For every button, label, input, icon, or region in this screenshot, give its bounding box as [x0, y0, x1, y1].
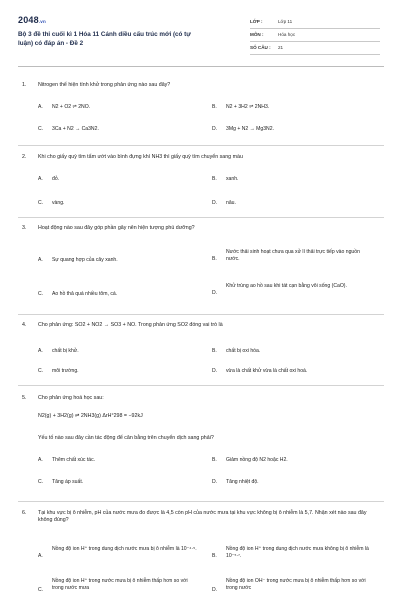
meta-row-count: [250, 42, 380, 55]
meta-value: Hóa học: [278, 31, 296, 37]
option-label: D.: [212, 587, 218, 593]
option-text: nâu.: [226, 200, 236, 206]
meta-key: MÔN :: [250, 31, 264, 37]
option-text: Nước thải sinh hoạt chưa qua xử lí thải trực tiếp vào nguồn nước.: [226, 249, 360, 262]
option-label: B.: [212, 348, 217, 354]
question-text: Khi cho giấy quỳ tím tẩm ướt vào bình đựng khí NH3 thì giấy quỳ tím chuyển sang màu: [38, 154, 243, 160]
option-label: B.: [212, 256, 217, 262]
question-number: 1.: [22, 82, 27, 88]
option-label: A.: [38, 104, 43, 110]
option-label: A.: [38, 176, 43, 182]
question-divider: [18, 145, 384, 146]
option-text: chất bị khử.: [52, 348, 79, 354]
option-text: 3Mg + N2 → Mg3N2.: [226, 126, 274, 132]
option-label: A.: [38, 257, 43, 263]
option-text: Tăng nhiệt độ.: [226, 479, 259, 485]
question-text: Cho phản ứng: SO2 + NO2 → SO3 + NO. Trong phản ứng SO2 đóng vai trò là: [38, 322, 223, 328]
option-text: Nồng độ ion H⁺ trong nước mưa bị ô nhiễm thấp hơn so với trong nước mưa: [52, 578, 188, 591]
question-text: Hoạt động nào sau đây góp phần gây nên hiện tượng phú dưỡng?: [38, 225, 195, 231]
option-label: C.: [38, 479, 44, 485]
document-header: [18, 8, 384, 60]
option-text: Tăng áp suất.: [52, 479, 84, 485]
option-label: C.: [38, 126, 44, 132]
option-text: vừa là chất khử vừa là chất oxi hoá.: [226, 368, 308, 374]
meta-value: Lớp 11: [278, 18, 293, 24]
option-text: N2 + 3H2 ⇌ 2NH3.: [226, 104, 270, 110]
question-5: [18, 395, 384, 500]
question-number: 4.: [22, 322, 27, 328]
question-4: [18, 322, 384, 382]
question-text: Tại khu vực bị ô nhiễm, pH của nước mưa đo được là 4,5 còn pH của nước mưa tại khu vực không bị ô nhiễm là 5,7. Nhận xét nào sau đây không đúng?: [38, 510, 367, 524]
question-text-2: Yếu tố nào sau đây cần tác động để cân bằng trên chuyển dịch sang phải?: [38, 435, 214, 441]
option-label: A.: [38, 553, 43, 559]
meta-row-class: [250, 16, 380, 29]
site-logo[interactable]: [18, 14, 46, 26]
document-title: [18, 30, 218, 48]
question-number: 2.: [22, 154, 27, 160]
option-label: A.: [38, 457, 43, 463]
option-label: C.: [38, 291, 44, 297]
meta-table: [250, 16, 380, 55]
option-label: B.: [212, 553, 217, 559]
question-divider: [18, 501, 384, 502]
meta-value: 21: [278, 44, 284, 50]
meta-row-subject: [250, 29, 380, 42]
option-label: D.: [212, 290, 218, 296]
meta-key: SỐ CÂU :: [250, 44, 271, 50]
header-divider: [18, 66, 384, 67]
option-text: Nồng độ ion H⁺ trong dung dịch nước mưa không bị ô nhiễm là 10⁻⁵·⁷.: [226, 546, 369, 559]
option-text: xanh.: [226, 176, 239, 182]
logo-main: 2048: [18, 15, 39, 25]
option-label: D.: [212, 479, 218, 485]
question-equation: N2(g) + 3H2(g) ⇌ 2NH3(g) ΔrH°298 = −92kJ: [38, 413, 143, 419]
option-label: B.: [212, 104, 217, 110]
option-text: môi trường.: [52, 368, 79, 374]
question-divider: [18, 314, 384, 315]
question-divider: [18, 217, 384, 218]
option-text: N2 + O2 ⇌ 2NO.: [52, 104, 91, 110]
question-text: Cho phản ứng hoá học sau:: [38, 395, 104, 401]
option-label: C.: [38, 368, 44, 374]
question-2: [18, 154, 384, 214]
option-label: C.: [38, 200, 44, 206]
option-text: Nồng độ ion OH⁻ trong nước mưa bị ô nhiễm thấp hơn so với trong nước: [226, 578, 366, 591]
meta-key: LỚP :: [250, 18, 263, 24]
logo-suffix: .vn: [38, 19, 46, 24]
question-6: [18, 510, 384, 600]
option-text: Sự quang hợp của cây xanh.: [52, 257, 118, 263]
option-text: 3Ca + N2 → Ca3N2.: [52, 126, 99, 132]
title-line-1: Bộ 3 đề thi cuối kì 1 Hóa 11 Cánh diều cấu trúc mới (có tự: [18, 31, 191, 38]
option-label: B.: [212, 457, 217, 463]
option-text: đỏ.: [52, 176, 60, 182]
option-label: D.: [212, 200, 218, 206]
option-text: Khử trùng ao hồ sau khi tát cạn bằng vôi sống (CaO).: [226, 283, 347, 289]
title-line-2: luận) có đáp án - Đề 2: [18, 40, 84, 48]
option-text: Ao hồ thả quá nhiều tôm, cá.: [52, 291, 118, 297]
option-label: D.: [212, 126, 218, 132]
option-text: chất bị oxi hóa.: [226, 348, 261, 354]
question-number: 6.: [22, 510, 27, 516]
option-text: Thêm chất xúc tác.: [52, 457, 96, 463]
question-1: [18, 82, 384, 142]
option-text: Nồng độ ion H⁺ trong dung dịch nước mưa bị ô nhiễm là 10⁻⁴·⁵.: [52, 546, 197, 552]
question-divider: [18, 385, 384, 386]
question-number: 5.: [22, 395, 27, 401]
question-text: Nitrogen thể hiện tính khử trong phản ứng nào sau đây?: [38, 82, 171, 88]
option-label: D.: [212, 368, 218, 374]
option-text: Giảm nồng độ N2 hoặc H2.: [226, 457, 288, 463]
option-label: A.: [38, 348, 43, 354]
option-text: vàng.: [52, 200, 65, 206]
question-3: [18, 225, 384, 315]
option-label: C.: [38, 587, 44, 593]
question-number: 3.: [22, 225, 27, 231]
option-label: B.: [212, 176, 217, 182]
